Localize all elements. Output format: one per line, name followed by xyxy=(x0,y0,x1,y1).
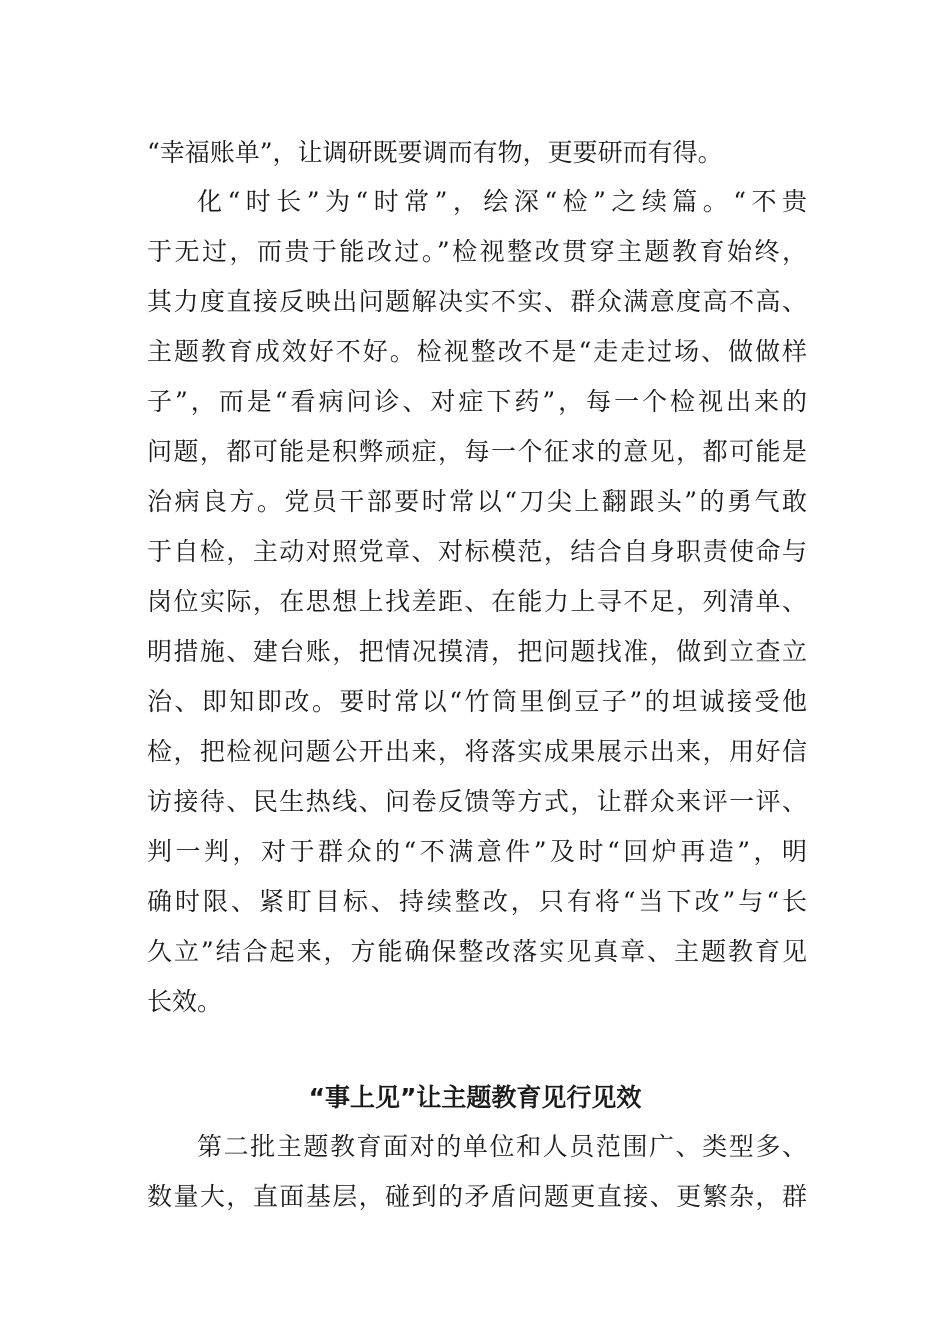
paragraph-line: 长效。 xyxy=(147,987,223,1016)
paragraph-line: 主题教育成效好不好。检视整改不是“走走过场、做做样 xyxy=(147,337,807,366)
paragraph-line: 判一判，对于群众的“不满意件”及时“回炉再造”，明 xyxy=(147,837,807,866)
paragraph-line: 明措施、建台账，把情况摸清，把问题找准，做到立查立 xyxy=(147,637,807,666)
paragraph-line: 访接待、民生热线、问卷反馈等方式，让群众来评一评、 xyxy=(147,787,807,816)
paragraph-line: 久立”结合起来，方能确保整改落实见真章、主题教育见 xyxy=(147,937,807,966)
paragraph-line: 检，把检视问题公开出来，将落实成果展示出来，用好信 xyxy=(147,737,807,766)
paragraph-line: 治、即知即改。要时常以“竹筒里倒豆子”的坦诚接受他 xyxy=(147,687,807,716)
paragraph-line: “幸福账单”，让调研既要调而有物，更要研而有得。 xyxy=(147,138,723,167)
paragraph-line: 确时限、紧盯目标、持续整改，只有将“当下改”与“长 xyxy=(147,887,807,916)
paragraph-line: 子”，而是“看病问诊、对症下药”，每一个检视出来的 xyxy=(147,387,807,416)
paragraph-line: 化“时长”为“时常”，绘深“检”之续篇。“不贵 xyxy=(197,187,807,216)
section-heading: “事上见”让主题教育见行见效 xyxy=(308,1083,642,1112)
paragraph-line: 于自检，主动对照党章、对标模范，结合自身职责使命与 xyxy=(147,537,807,566)
paragraph-line: 治病良方。党员干部要时常以“刀尖上翻跟头”的勇气敢 xyxy=(147,487,807,516)
paragraph-line: 第二批主题教育面对的单位和人员范围广、类型多、 xyxy=(197,1132,807,1161)
paragraph-line: 问题，都可能是积弊顽症，每一个征求的意见，都可能是 xyxy=(147,437,807,466)
paragraph-line: 数量大，直面基层，碰到的矛盾问题更直接、更繁杂，群 xyxy=(147,1182,807,1211)
paragraph-line: 岗位实际，在思想上找差距、在能力上寻不足，列清单、 xyxy=(147,587,807,616)
paragraph-line: 其力度直接反映出问题解决实不实、群众满意度高不高、 xyxy=(147,287,807,316)
paragraph-line: 于无过，而贵于能改过。”检视整改贯穿主题教育始终， xyxy=(147,237,807,266)
